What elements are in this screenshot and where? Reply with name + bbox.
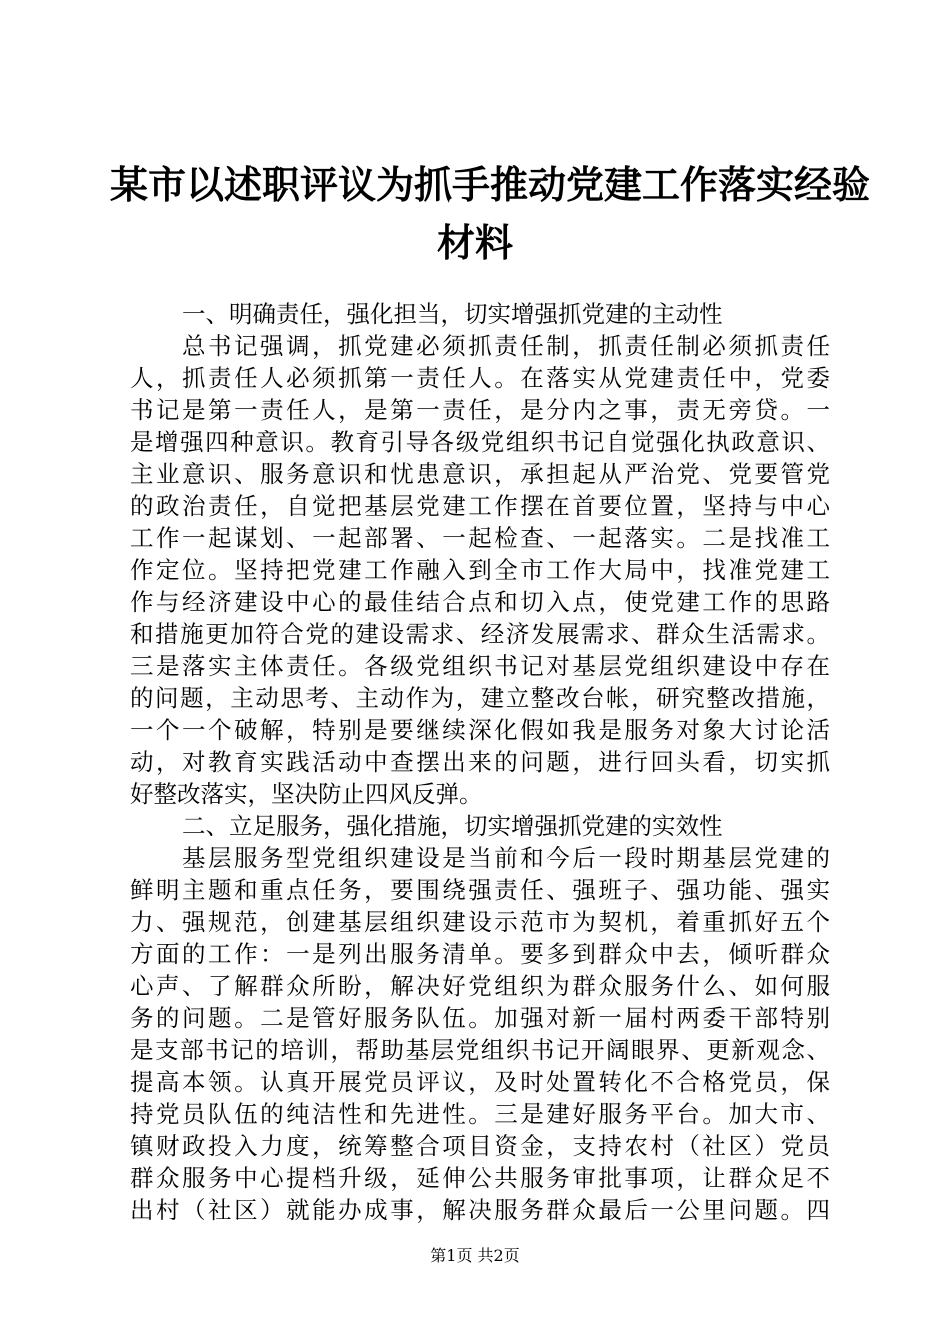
text-line: 方面的工作：一是列出服务清单。要多到群众中去，倾听群众 bbox=[130, 940, 830, 968]
text-line: 一个一个破解，特别是要继续深化假如我是服务对象大讨论活 bbox=[130, 716, 830, 744]
text-line: 出村（社区）就能办成事，解决服务群众最后一公里问题。四 bbox=[130, 1196, 830, 1224]
text-line: 是增强四种意识。教育引导各级党组织书记自觉强化执政意识、 bbox=[130, 428, 830, 456]
text-line: 群众服务中心提档升级，延伸公共服务审批事项，让群众足不 bbox=[130, 1164, 830, 1192]
text-line: 的政治责任，自觉把基层党建工作摆在首要位置，坚持与中心 bbox=[130, 492, 830, 520]
text-line: 主业意识、服务意识和忧患意识，承担起从严治党、党要管党 bbox=[130, 460, 830, 488]
text-line: 书记是第一责任人，是第一责任，是分内之事，责无旁贷。一 bbox=[130, 396, 830, 424]
text-line: 务的问题。二是管好服务队伍。加强对新一届村两委干部特别 bbox=[130, 1004, 830, 1032]
text-line: 作与经济建设中心的最佳结合点和切入点，使党建工作的思路 bbox=[130, 588, 830, 616]
page-footer: 第1页 共2页 bbox=[430, 1246, 520, 1265]
text-line: 镇财政投入力度，统筹整合项目资金，支持农村（社区）党员 bbox=[130, 1132, 830, 1160]
text-line: 三是落实主体责任。各级党组织书记对基层党组织建设中存在 bbox=[130, 652, 830, 680]
text-line: 基层服务型党组织建设是当前和今后一段时期基层党建的 bbox=[182, 844, 830, 872]
text-line: 持党员队伍的纯洁性和先进性。三是建好服务平台。加大市、 bbox=[130, 1100, 830, 1128]
document-title-line-2: 材料 bbox=[436, 220, 513, 265]
text-line: 二、立足服务，强化措施，切实增强抓党建的实效性 bbox=[182, 812, 723, 840]
text-line: 提高本领。认真开展党员评议，及时处置转化不合格党员，保 bbox=[130, 1068, 830, 1096]
text-line: 是支部书记的培训，帮助基层党组织书记开阔眼界、更新观念、 bbox=[130, 1036, 830, 1064]
text-line: 总书记强调，抓党建必须抓责任制，抓责任制必须抓责任 bbox=[182, 332, 830, 360]
text-line: 的问题，主动思考、主动作为，建立整改台帐，研究整改措施， bbox=[130, 684, 830, 712]
text-line: 好整改落实，坚决防止四风反弹。 bbox=[130, 780, 483, 808]
text-line: 人，抓责任人必须抓第一责任人。在落实从党建责任中，党委 bbox=[130, 364, 830, 392]
text-line: 作定位。坚持把党建工作融入到全市工作大局中，找准党建工 bbox=[130, 556, 830, 584]
document-title-line-1: 某市以述职评议为抓手推动党建工作落实经验 bbox=[110, 162, 871, 207]
text-line: 力、强规范，创建基层组织建设示范市为契机，着重抓好五个 bbox=[130, 908, 830, 936]
text-line: 心声、了解群众所盼，解决好党组织为群众服务什么、如何服 bbox=[130, 972, 830, 1000]
text-line: 一、明确责任，强化担当，切实增强抓党建的主动性 bbox=[182, 300, 723, 328]
document-body bbox=[130, 298, 830, 1226]
text-line: 工作一起谋划、一起部署、一起检查、一起落实。二是找准工 bbox=[130, 524, 830, 552]
text-line: 和措施更加符合党的建设需求、经济发展需求、群众生活需求。 bbox=[130, 620, 830, 648]
text-line: 鲜明主题和重点任务，要围绕强责任、强班子、强功能、强实 bbox=[130, 876, 830, 904]
text-line: 动，对教育实践活动中查摆出来的问题，进行回头看，切实抓 bbox=[130, 748, 830, 776]
